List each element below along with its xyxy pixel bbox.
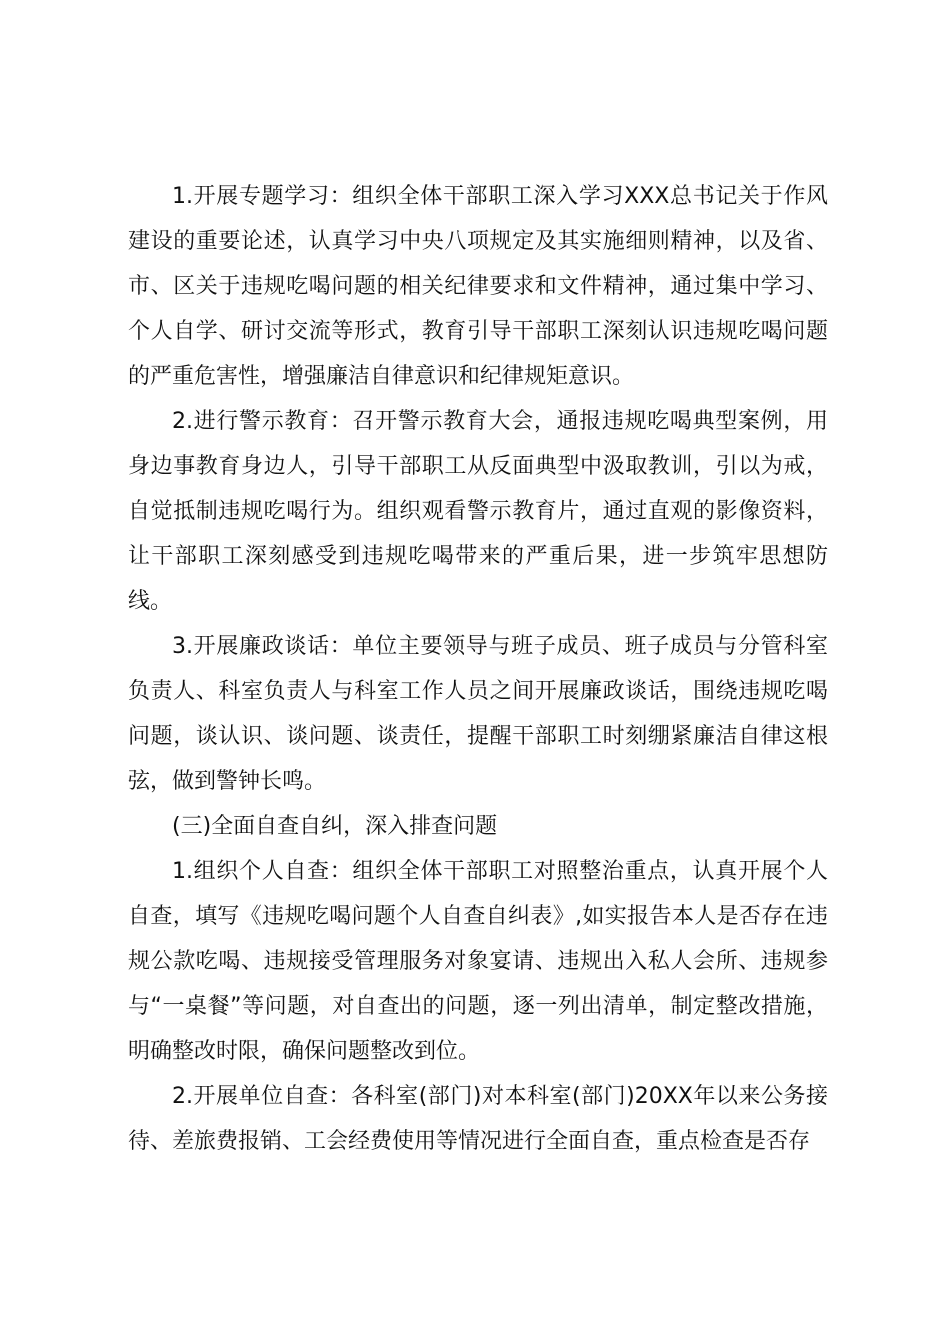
paragraph-warning-education: 2.进行警示教育：召开警示教育大会，通报违规吃喝典型案例，用身边事教育身边人，引导干部职工从反面典型中汲取教训，引以为戒，自觉抵制违规吃喝行为。组织观看警示教育片，通过直观的影像资料，让干部职工深刻感受到违规吃喝带来的严重后果，进一步筑牢思想防线。	[128, 409, 828, 614]
paragraph-integrity-talk: 3.开展廉政谈话：单位主要领导与班子成员、班子成员与分管科室负责人、科室负责人与科室工作人员之间开展廉政谈话，围绕违规吃喝问题，谈认识、谈问题、谈责任，提醒干部职工时刻绷紧廉洁自律这根弦，做到警钟长鸣。	[128, 634, 828, 794]
paragraph-unit-self-check: 2.开展单位自查：各科室(部门)对本科室(部门)20XX年以来公务接待、差旅费报销、工会经费使用等情况进行全面自查，重点检查是否存	[128, 1084, 828, 1154]
section-heading-self-check: (三)全面自查自纠，深入排查问题	[172, 814, 498, 839]
paragraph-personal-self-check: 1.组织个人自查：组织全体干部职工对照整治重点，认真开展个人自查，填写《违规吃喝问题个人自查自纠表》,如实报告本人是否存在违规公款吃喝、违规接受管理服务对象宴请、违规出入私人会所、违规参与“一桌餐”等问题，对自查出的问题，逐一列出清单，制定整改措施，明确整改时限，确保问题整改到位。	[128, 859, 828, 1064]
paragraph-study: 1.开展专题学习：组织全体干部职工深入学习XXX总书记关于作风建设的重要论述，认真学习中央八项规定及其实施细则精神，以及省、市、区关于违规吃喝问题的相关纪律要求和文件精神，通过集中学习、个人自学、研讨交流等形式，教育引导干部职工深刻认识违规吃喝问题的严重危害性，增强廉洁自律意识和纪律规矩意识。	[128, 184, 828, 389]
document-body	[128, 174, 828, 1164]
